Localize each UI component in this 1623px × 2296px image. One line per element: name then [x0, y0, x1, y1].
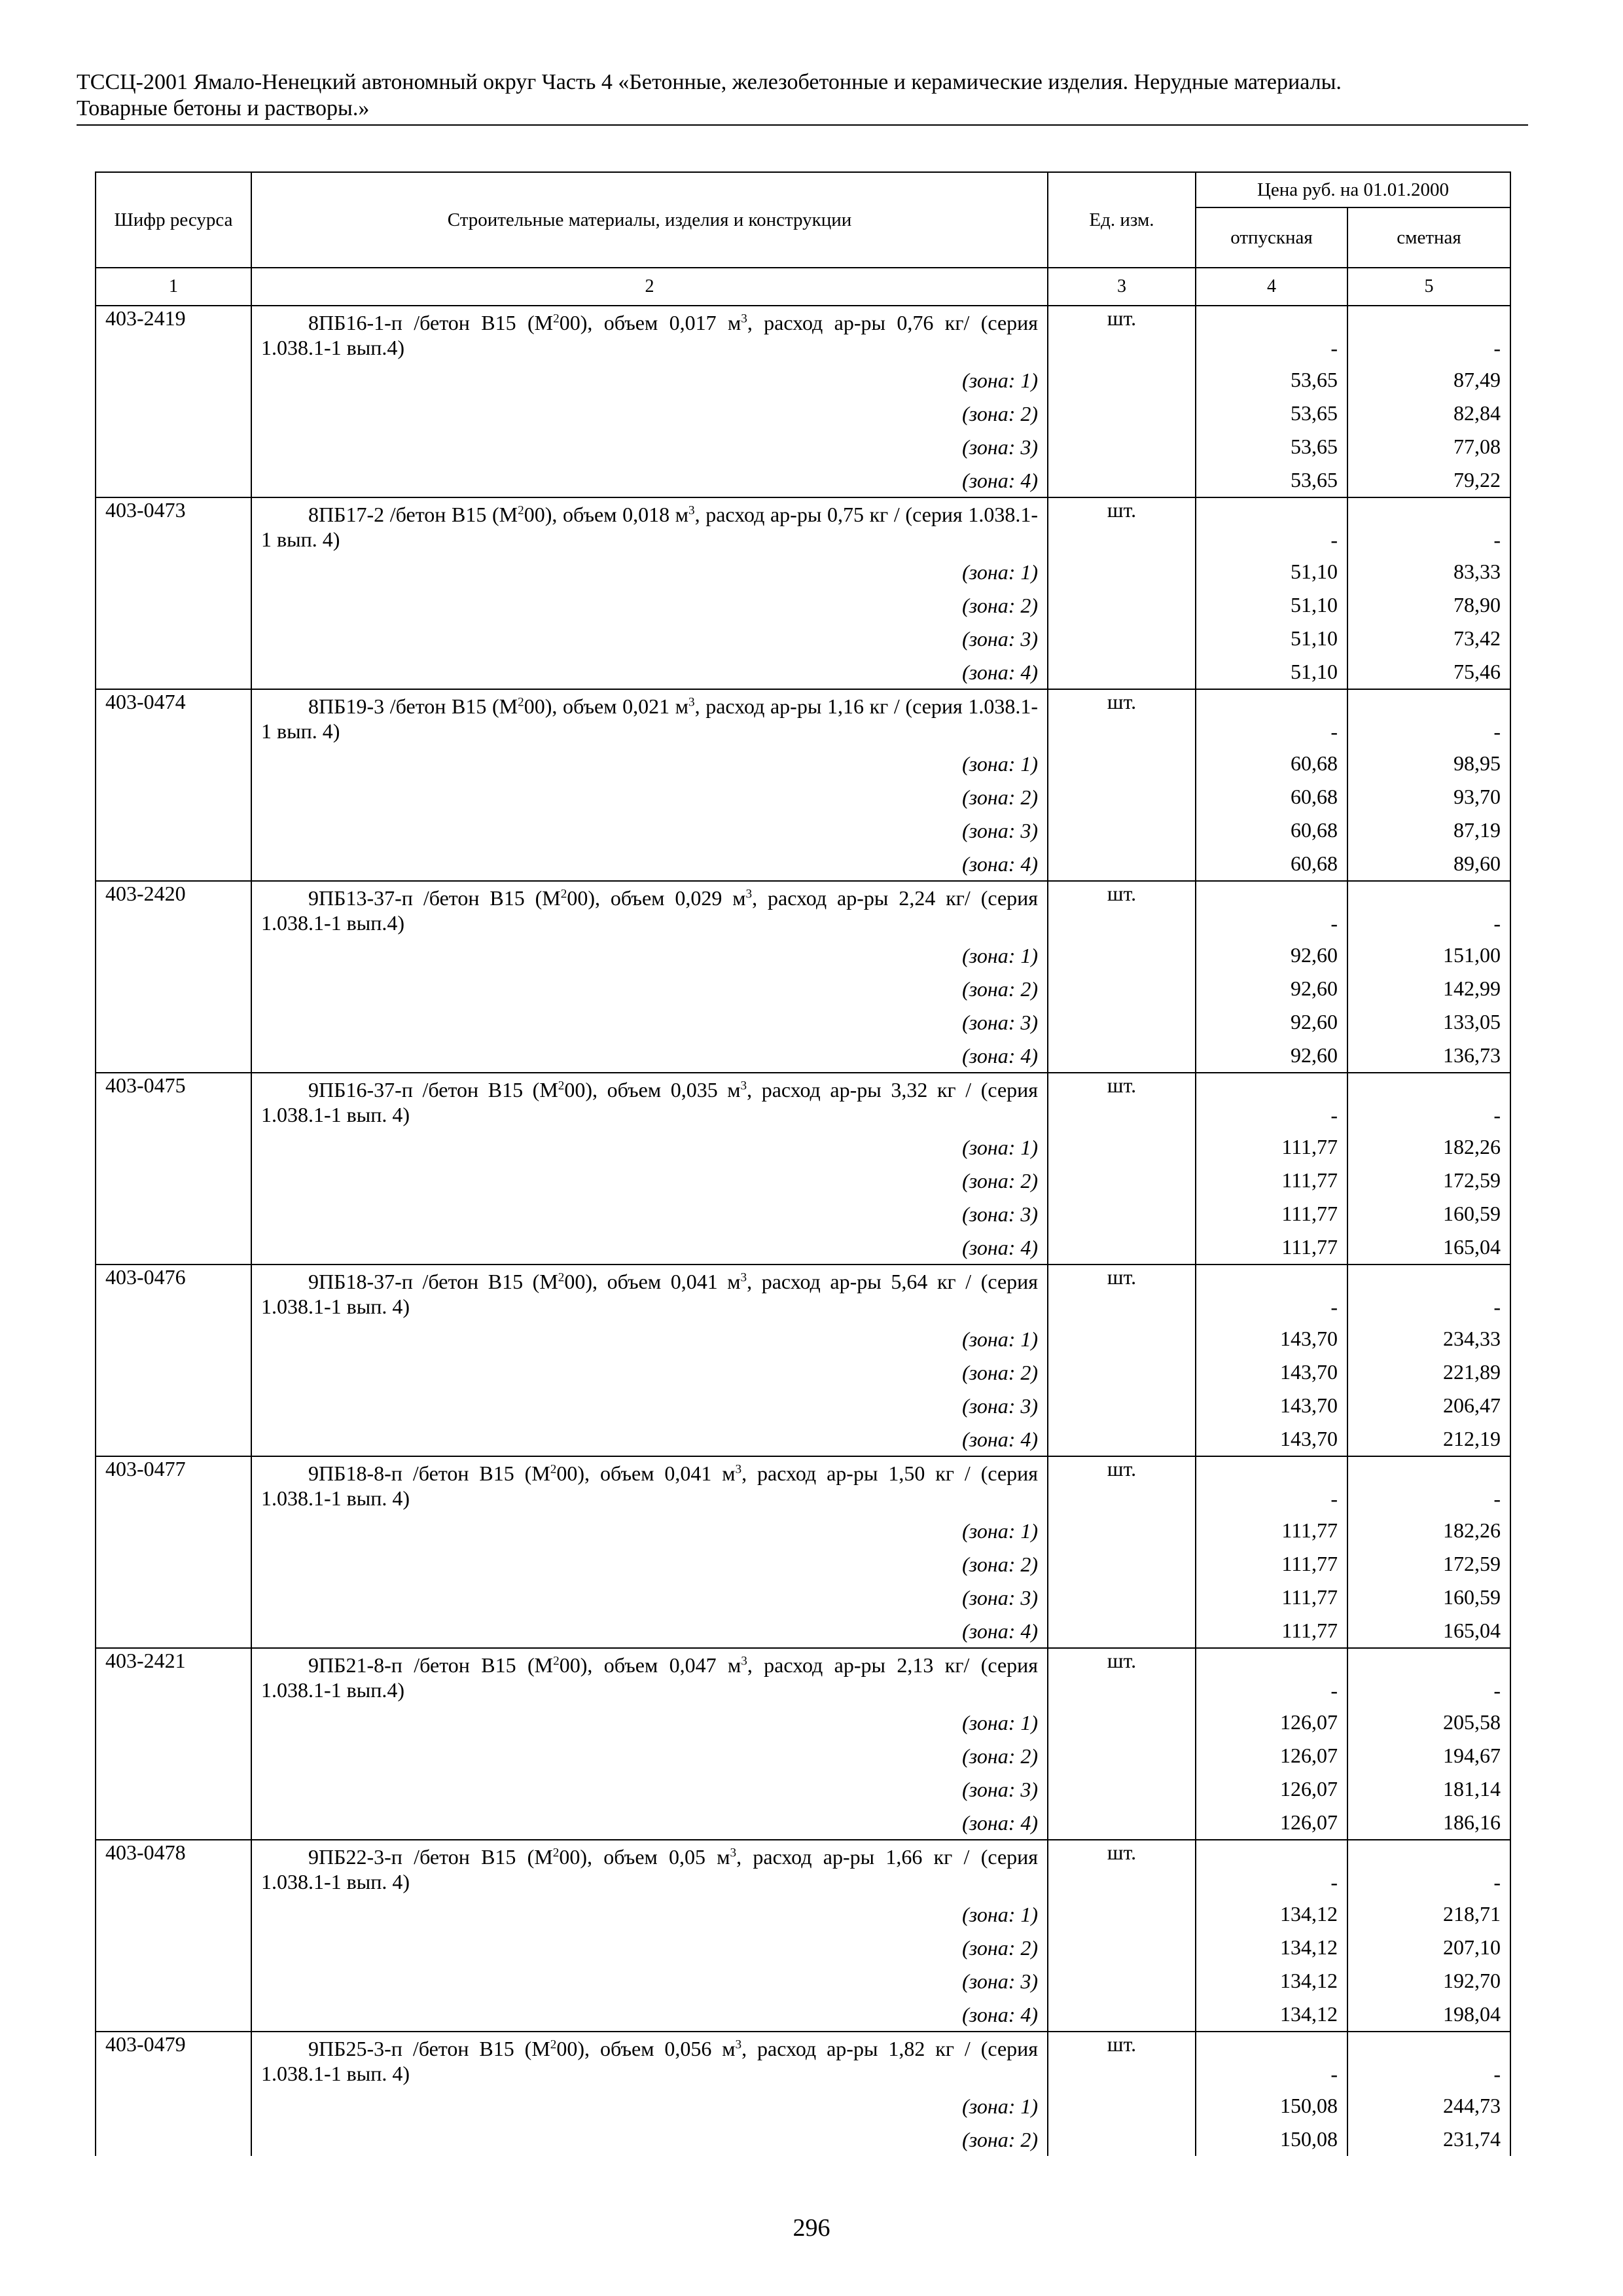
zone-estimate-price: 186,16 [1347, 1806, 1510, 1840]
zone-unit [1048, 1739, 1196, 1772]
col-header-unit: Ед. изм. [1048, 172, 1196, 268]
zone-row [96, 430, 1510, 463]
item-name: 8ПБ16-1-п /бетон В15 $(М^200)$, объем 0,017 $м^3$, расход ар-ры 0,76 кг/ (серия 1.038.1-1 вып.4) [261, 310, 1039, 359]
zone-row [96, 1998, 1510, 2032]
zone-release-price: 60,68 [1196, 814, 1347, 847]
zone-unit [1048, 1706, 1196, 1739]
item-description [251, 1073, 1048, 1130]
zone-label: (зона: 2) [251, 1931, 1048, 1964]
zone-release-price: 126,07 [1196, 1739, 1347, 1772]
zone-estimate-price: 79,22 [1347, 463, 1510, 497]
zone-estimate-price: 87,49 [1347, 363, 1510, 397]
zone-release-price: 111,77 [1196, 1230, 1347, 1265]
unit-of-measure: шт. [1048, 1265, 1196, 1322]
zone-release-price: 143,70 [1196, 1355, 1347, 1389]
table-row [96, 1456, 1510, 1514]
zone-unit [1048, 1514, 1196, 1547]
table-header [96, 172, 1510, 306]
zone-label: (зона: 2) [251, 397, 1048, 430]
zone-estimate-price: 181,14 [1347, 1772, 1510, 1806]
zone-release-price: 111,77 [1196, 1197, 1347, 1230]
item-description [251, 1456, 1048, 1514]
zone-row [96, 555, 1510, 588]
unit-of-measure: шт. [1048, 1840, 1196, 1897]
zone-label: (зона: 1) [251, 939, 1048, 972]
unit-of-measure: шт. [1048, 497, 1196, 555]
zone-label: (зона: 2) [251, 1355, 1048, 1389]
zone-label: (зона: 4) [251, 1806, 1048, 1840]
zone-estimate-price: 98,95 [1347, 747, 1510, 780]
zone-label: (зона: 1) [251, 1322, 1048, 1355]
resource-code: 403-2420 [96, 881, 251, 1073]
zone-unit [1048, 555, 1196, 588]
zone-row [96, 463, 1510, 497]
resource-code: 403-0475 [96, 1073, 251, 1265]
zone-estimate-price: 82,84 [1347, 397, 1510, 430]
zone-estimate-price: 165,04 [1347, 1614, 1510, 1648]
zone-row [96, 1230, 1510, 1265]
estimate-price: - [1347, 497, 1510, 555]
zone-row [96, 747, 1510, 780]
zone-estimate-price: 234,33 [1347, 1322, 1510, 1355]
zone-estimate-price: 212,19 [1347, 1422, 1510, 1456]
zone-unit [1048, 1230, 1196, 1265]
item-description [251, 689, 1048, 747]
zone-release-price: 111,77 [1196, 1547, 1347, 1581]
zone-release-price: 126,07 [1196, 1806, 1347, 1840]
zone-row [96, 622, 1510, 655]
zone-release-price: 60,68 [1196, 780, 1347, 814]
zone-unit [1048, 363, 1196, 397]
zone-estimate-price: 231,74 [1347, 2123, 1510, 2156]
unit-of-measure: шт. [1048, 689, 1196, 747]
release-price: - [1196, 1648, 1347, 1706]
zone-release-price: 143,70 [1196, 1422, 1347, 1456]
zone-unit [1048, 463, 1196, 497]
header-line-1: ТССЦ-2001 Ямало-Ненецкий автономный округ Часть 4 «Бетонные, железобетонные и керамические изделия. Нерудные материалы. [77, 70, 1342, 94]
release-price: - [1196, 1073, 1347, 1130]
table-body [96, 306, 1510, 2156]
col-header-name: Строительные материалы, изделия и конструкции [251, 172, 1048, 268]
estimate-price: - [1347, 1073, 1510, 1130]
zone-row [96, 1739, 1510, 1772]
zone-label: (зона: 3) [251, 622, 1048, 655]
zone-unit [1048, 1964, 1196, 1998]
release-price: - [1196, 306, 1347, 363]
table-row [96, 306, 1510, 363]
zone-estimate-price: 206,47 [1347, 1389, 1510, 1422]
item-description [251, 497, 1048, 555]
zone-row [96, 1806, 1510, 1840]
zone-label: (зона: 3) [251, 1005, 1048, 1039]
zone-unit [1048, 1355, 1196, 1389]
release-price: - [1196, 881, 1347, 939]
unit-of-measure: шт. [1048, 881, 1196, 939]
zone-row [96, 939, 1510, 972]
zone-row [96, 655, 1510, 689]
item-description [251, 306, 1048, 363]
resource-code: 403-0478 [96, 1840, 251, 2032]
zone-release-price: 51,10 [1196, 622, 1347, 655]
item-name: 9ПБ16-37-п /бетон В15 $(М^200)$, объем 0,035 $м^3$, расход ар-ры 3,32 кг / (серия 1.038.1-1 вып. 4) [261, 1077, 1039, 1126]
zone-row [96, 1614, 1510, 1648]
col-number: 2 [251, 268, 1048, 306]
zone-unit [1048, 1422, 1196, 1456]
estimate-price: - [1347, 689, 1510, 747]
table-row [96, 497, 1510, 555]
estimate-price: - [1347, 1840, 1510, 1897]
release-price: - [1196, 2032, 1347, 2089]
zone-estimate-price: 151,00 [1347, 939, 1510, 972]
zone-release-price: 134,12 [1196, 1998, 1347, 2032]
estimate-price: - [1347, 1456, 1510, 1514]
zone-row [96, 2089, 1510, 2123]
zone-estimate-price: 83,33 [1347, 555, 1510, 588]
zone-label: (зона: 3) [251, 1964, 1048, 1998]
release-price: - [1196, 1840, 1347, 1897]
zone-label: (зона: 4) [251, 463, 1048, 497]
price-table [95, 171, 1511, 2156]
zone-label: (зона: 1) [251, 555, 1048, 588]
zone-row [96, 1389, 1510, 1422]
header-line-2: Товарные бетоны и растворы.» [77, 96, 370, 120]
item-name: 9ПБ18-8-п /бетон В15 $(М^200)$, объем 0,041 $м^3$, расход ар-ры 1,50 кг / (серия 1.038.1-1 вып. 4) [261, 1461, 1038, 1510]
zone-row [96, 1422, 1510, 1456]
item-name: 9ПБ22-3-п /бетон В15 $(М^200)$, объем 0,05 $м^3$, расход ар-ры 1,66 кг / (серия 1.038.1-1 вып. 4) [261, 1844, 1039, 1893]
item-name: 8ПБ17-2 /бетон В15 $(М^200)$, объем 0,018 $м^3$, расход ар-ры 0,75 кг / (серия 1.038.1-1 вып. 4) [261, 502, 1039, 551]
unit-of-measure: шт. [1048, 1648, 1196, 1706]
zone-unit [1048, 430, 1196, 463]
zone-unit [1048, 1897, 1196, 1931]
zone-label: (зона: 4) [251, 847, 1048, 881]
zone-row [96, 972, 1510, 1005]
resource-code: 403-0473 [96, 497, 251, 689]
table-row [96, 1648, 1510, 1706]
zone-estimate-price: 218,71 [1347, 1897, 1510, 1931]
zone-unit [1048, 1547, 1196, 1581]
zone-estimate-price: 244,73 [1347, 2089, 1510, 2123]
zone-estimate-price: 182,26 [1347, 1514, 1510, 1547]
zone-release-price: 51,10 [1196, 555, 1347, 588]
zone-release-price: 111,77 [1196, 1514, 1347, 1547]
zone-estimate-price: 77,08 [1347, 430, 1510, 463]
item-name: 9ПБ21-8-п /бетон В15 $(М^200)$, объем 0,047 $м^3$, расход ар-ры 2,13 кг/ (серия 1.038.1-1 вып.4) [261, 1653, 1039, 1702]
zone-row [96, 1355, 1510, 1389]
release-price: - [1196, 1456, 1347, 1514]
zone-label: (зона: 4) [251, 655, 1048, 689]
item-description [251, 1840, 1048, 1897]
zone-estimate-price: 78,90 [1347, 588, 1510, 622]
item-description [251, 881, 1048, 939]
zone-label: (зона: 3) [251, 430, 1048, 463]
resource-code: 403-0479 [96, 2032, 251, 2156]
zone-estimate-price: 75,46 [1347, 655, 1510, 689]
zone-row [96, 363, 1510, 397]
estimate-price: - [1347, 1265, 1510, 1322]
zone-release-price: 143,70 [1196, 1389, 1347, 1422]
zone-row [96, 397, 1510, 430]
zone-label: (зона: 1) [251, 1706, 1048, 1739]
zone-release-price: 150,08 [1196, 2089, 1347, 2123]
zone-estimate-price: 160,59 [1347, 1581, 1510, 1614]
zone-label: (зона: 1) [251, 1130, 1048, 1164]
zone-label: (зона: 4) [251, 1230, 1048, 1265]
zone-estimate-price: 198,04 [1347, 1998, 1510, 2032]
item-description [251, 2032, 1048, 2089]
page-number: 296 [793, 2214, 830, 2242]
release-price: - [1196, 1265, 1347, 1322]
zone-label: (зона: 4) [251, 1039, 1048, 1073]
resource-code: 403-2421 [96, 1648, 251, 1840]
zone-row [96, 588, 1510, 622]
item-name: 8ПБ19-3 /бетон В15 $(М^200)$, объем 0,021 $м^3$, расход ар-ры 1,16 кг / (серия 1.038.1-1 вып. 4) [261, 694, 1039, 743]
zone-unit [1048, 1130, 1196, 1164]
zone-unit [1048, 1581, 1196, 1614]
table-row [96, 1840, 1510, 1897]
zone-release-price: 111,77 [1196, 1164, 1347, 1197]
zone-label: (зона: 3) [251, 1581, 1048, 1614]
zone-release-price: 53,65 [1196, 463, 1347, 497]
zone-label: (зона: 3) [251, 1772, 1048, 1806]
zone-row [96, 847, 1510, 881]
zone-unit [1048, 1614, 1196, 1648]
zone-row [96, 1772, 1510, 1806]
col-number: 5 [1347, 268, 1510, 306]
zone-estimate-price: 93,70 [1347, 780, 1510, 814]
zone-estimate-price: 136,73 [1347, 1039, 1510, 1073]
zone-label: (зона: 2) [251, 2123, 1048, 2156]
zone-estimate-price: 194,67 [1347, 1739, 1510, 1772]
unit-of-measure: шт. [1048, 2032, 1196, 2089]
col-header-release: отпускная [1196, 207, 1347, 268]
zone-label: (зона: 2) [251, 1547, 1048, 1581]
zone-estimate-price: 221,89 [1347, 1355, 1510, 1389]
zone-row [96, 1322, 1510, 1355]
table-row [96, 2032, 1510, 2089]
zone-label: (зона: 2) [251, 972, 1048, 1005]
zone-estimate-price: 182,26 [1347, 1130, 1510, 1164]
unit-of-measure: шт. [1048, 306, 1196, 363]
zone-row [96, 1005, 1510, 1039]
item-description [251, 1265, 1048, 1322]
zone-unit [1048, 939, 1196, 972]
zone-release-price: 92,60 [1196, 939, 1347, 972]
zone-label: (зона: 2) [251, 588, 1048, 622]
zone-release-price: 134,12 [1196, 1897, 1347, 1931]
zone-label: (зона: 3) [251, 814, 1048, 847]
unit-of-measure: шт. [1048, 1456, 1196, 1514]
zone-release-price: 53,65 [1196, 397, 1347, 430]
release-price: - [1196, 497, 1347, 555]
zone-unit [1048, 847, 1196, 881]
zone-unit [1048, 622, 1196, 655]
zone-estimate-price: 172,59 [1347, 1164, 1510, 1197]
table-row [96, 1265, 1510, 1322]
zone-label: (зона: 2) [251, 1164, 1048, 1197]
item-description [251, 1648, 1048, 1706]
zone-estimate-price: 165,04 [1347, 1230, 1510, 1265]
zone-release-price: 150,08 [1196, 2123, 1347, 2156]
zone-unit [1048, 1164, 1196, 1197]
item-name: 9ПБ13-37-п /бетон В15 $(М^200)$, объем 0,029 $м^3$, расход ар-ры 2,24 кг/ (серия 1.038.1-1 вып.4) [261, 886, 1039, 935]
zone-unit [1048, 2123, 1196, 2156]
zone-label: (зона: 2) [251, 1739, 1048, 1772]
zone-unit [1048, 655, 1196, 689]
zone-row [96, 1581, 1510, 1614]
zone-estimate-price: 192,70 [1347, 1964, 1510, 1998]
zone-unit [1048, 1322, 1196, 1355]
zone-estimate-price: 87,19 [1347, 814, 1510, 847]
estimate-price: - [1347, 2032, 1510, 2089]
resource-code: 403-0474 [96, 689, 251, 881]
col-header-estimate: сметная [1347, 207, 1510, 268]
table-row [96, 1073, 1510, 1130]
col-header-price: Цена руб. на 01.01.2000 [1196, 172, 1510, 207]
zone-estimate-price: 89,60 [1347, 847, 1510, 881]
zone-release-price: 51,10 [1196, 655, 1347, 689]
zone-unit [1048, 1998, 1196, 2032]
zone-estimate-price: 207,10 [1347, 1931, 1510, 1964]
zone-row [96, 1197, 1510, 1230]
zone-release-price: 92,60 [1196, 972, 1347, 1005]
zone-row [96, 1897, 1510, 1931]
resource-code: 403-0476 [96, 1265, 251, 1456]
col-number: 3 [1048, 268, 1196, 306]
zone-release-price: 53,65 [1196, 363, 1347, 397]
resource-code: 403-0477 [96, 1456, 251, 1648]
zone-release-price: 92,60 [1196, 1005, 1347, 1039]
zone-unit [1048, 972, 1196, 1005]
zone-label: (зона: 4) [251, 1422, 1048, 1456]
zone-unit [1048, 1806, 1196, 1840]
zone-label: (зона: 1) [251, 1897, 1048, 1931]
zone-unit [1048, 1039, 1196, 1073]
zone-release-price: 92,60 [1196, 1039, 1347, 1073]
zone-label: (зона: 1) [251, 2089, 1048, 2123]
zone-release-price: 111,77 [1196, 1130, 1347, 1164]
zone-label: (зона: 2) [251, 780, 1048, 814]
zone-row [96, 1164, 1510, 1197]
zone-unit [1048, 814, 1196, 847]
zone-estimate-price: 133,05 [1347, 1005, 1510, 1039]
col-header-code: Шифр ресурса [96, 172, 251, 268]
col-number: 1 [96, 268, 251, 306]
zone-label: (зона: 1) [251, 1514, 1048, 1547]
zone-release-price: 134,12 [1196, 1964, 1347, 1998]
zone-unit [1048, 747, 1196, 780]
zone-release-price: 111,77 [1196, 1581, 1347, 1614]
zone-release-price: 143,70 [1196, 1322, 1347, 1355]
zone-row [96, 1039, 1510, 1073]
zone-row [96, 780, 1510, 814]
estimate-price: - [1347, 1648, 1510, 1706]
zone-label: (зона: 3) [251, 1389, 1048, 1422]
zone-unit [1048, 780, 1196, 814]
zone-label: (зона: 3) [251, 1197, 1048, 1230]
item-name: 9ПБ25-3-п /бетон В15 $(М^200)$, объем 0,056 $м^3$, расход ар-ры 1,82 кг / (серия 1.038.1-1 вып. 4) [261, 2036, 1038, 2085]
zone-estimate-price: 205,58 [1347, 1706, 1510, 1739]
estimate-price: - [1347, 881, 1510, 939]
zone-row [96, 1964, 1510, 1998]
zone-estimate-price: 142,99 [1347, 972, 1510, 1005]
zone-row [96, 1514, 1510, 1547]
zone-release-price: 134,12 [1196, 1931, 1347, 1964]
zone-estimate-price: 73,42 [1347, 622, 1510, 655]
zone-row [96, 1706, 1510, 1739]
col-number: 4 [1196, 268, 1347, 306]
table-row [96, 881, 1510, 939]
zone-row [96, 1130, 1510, 1164]
zone-unit [1048, 1772, 1196, 1806]
zone-row [96, 1547, 1510, 1581]
zone-release-price: 51,10 [1196, 588, 1347, 622]
zone-release-price: 60,68 [1196, 847, 1347, 881]
zone-estimate-price: 172,59 [1347, 1547, 1510, 1581]
zone-row [96, 1931, 1510, 1964]
zone-unit [1048, 2089, 1196, 2123]
estimate-price: - [1347, 306, 1510, 363]
zone-unit [1048, 1389, 1196, 1422]
zone-label: (зона: 1) [251, 363, 1048, 397]
zone-unit [1048, 1197, 1196, 1230]
item-name: 9ПБ18-37-п /бетон В15 $(М^200)$, объем 0,041 $м^3$, расход ар-ры 5,64 кг / (серия 1.038.1-1 вып. 4) [261, 1269, 1039, 1318]
zone-unit [1048, 1005, 1196, 1039]
zone-unit [1048, 397, 1196, 430]
document-header [77, 69, 1528, 126]
zone-label: (зона: 4) [251, 1614, 1048, 1648]
zone-label: (зона: 1) [251, 747, 1048, 780]
zone-release-price: 111,77 [1196, 1614, 1347, 1648]
zone-release-price: 126,07 [1196, 1772, 1347, 1806]
zone-row [96, 814, 1510, 847]
zone-release-price: 53,65 [1196, 430, 1347, 463]
zone-estimate-price: 160,59 [1347, 1197, 1510, 1230]
zone-unit [1048, 588, 1196, 622]
zone-unit [1048, 1931, 1196, 1964]
table-row [96, 689, 1510, 747]
resource-code: 403-2419 [96, 306, 251, 497]
zone-release-price: 126,07 [1196, 1706, 1347, 1739]
zone-row [96, 2123, 1510, 2156]
unit-of-measure: шт. [1048, 1073, 1196, 1130]
zone-release-price: 60,68 [1196, 747, 1347, 780]
zone-label: (зона: 4) [251, 1998, 1048, 2032]
release-price: - [1196, 689, 1347, 747]
